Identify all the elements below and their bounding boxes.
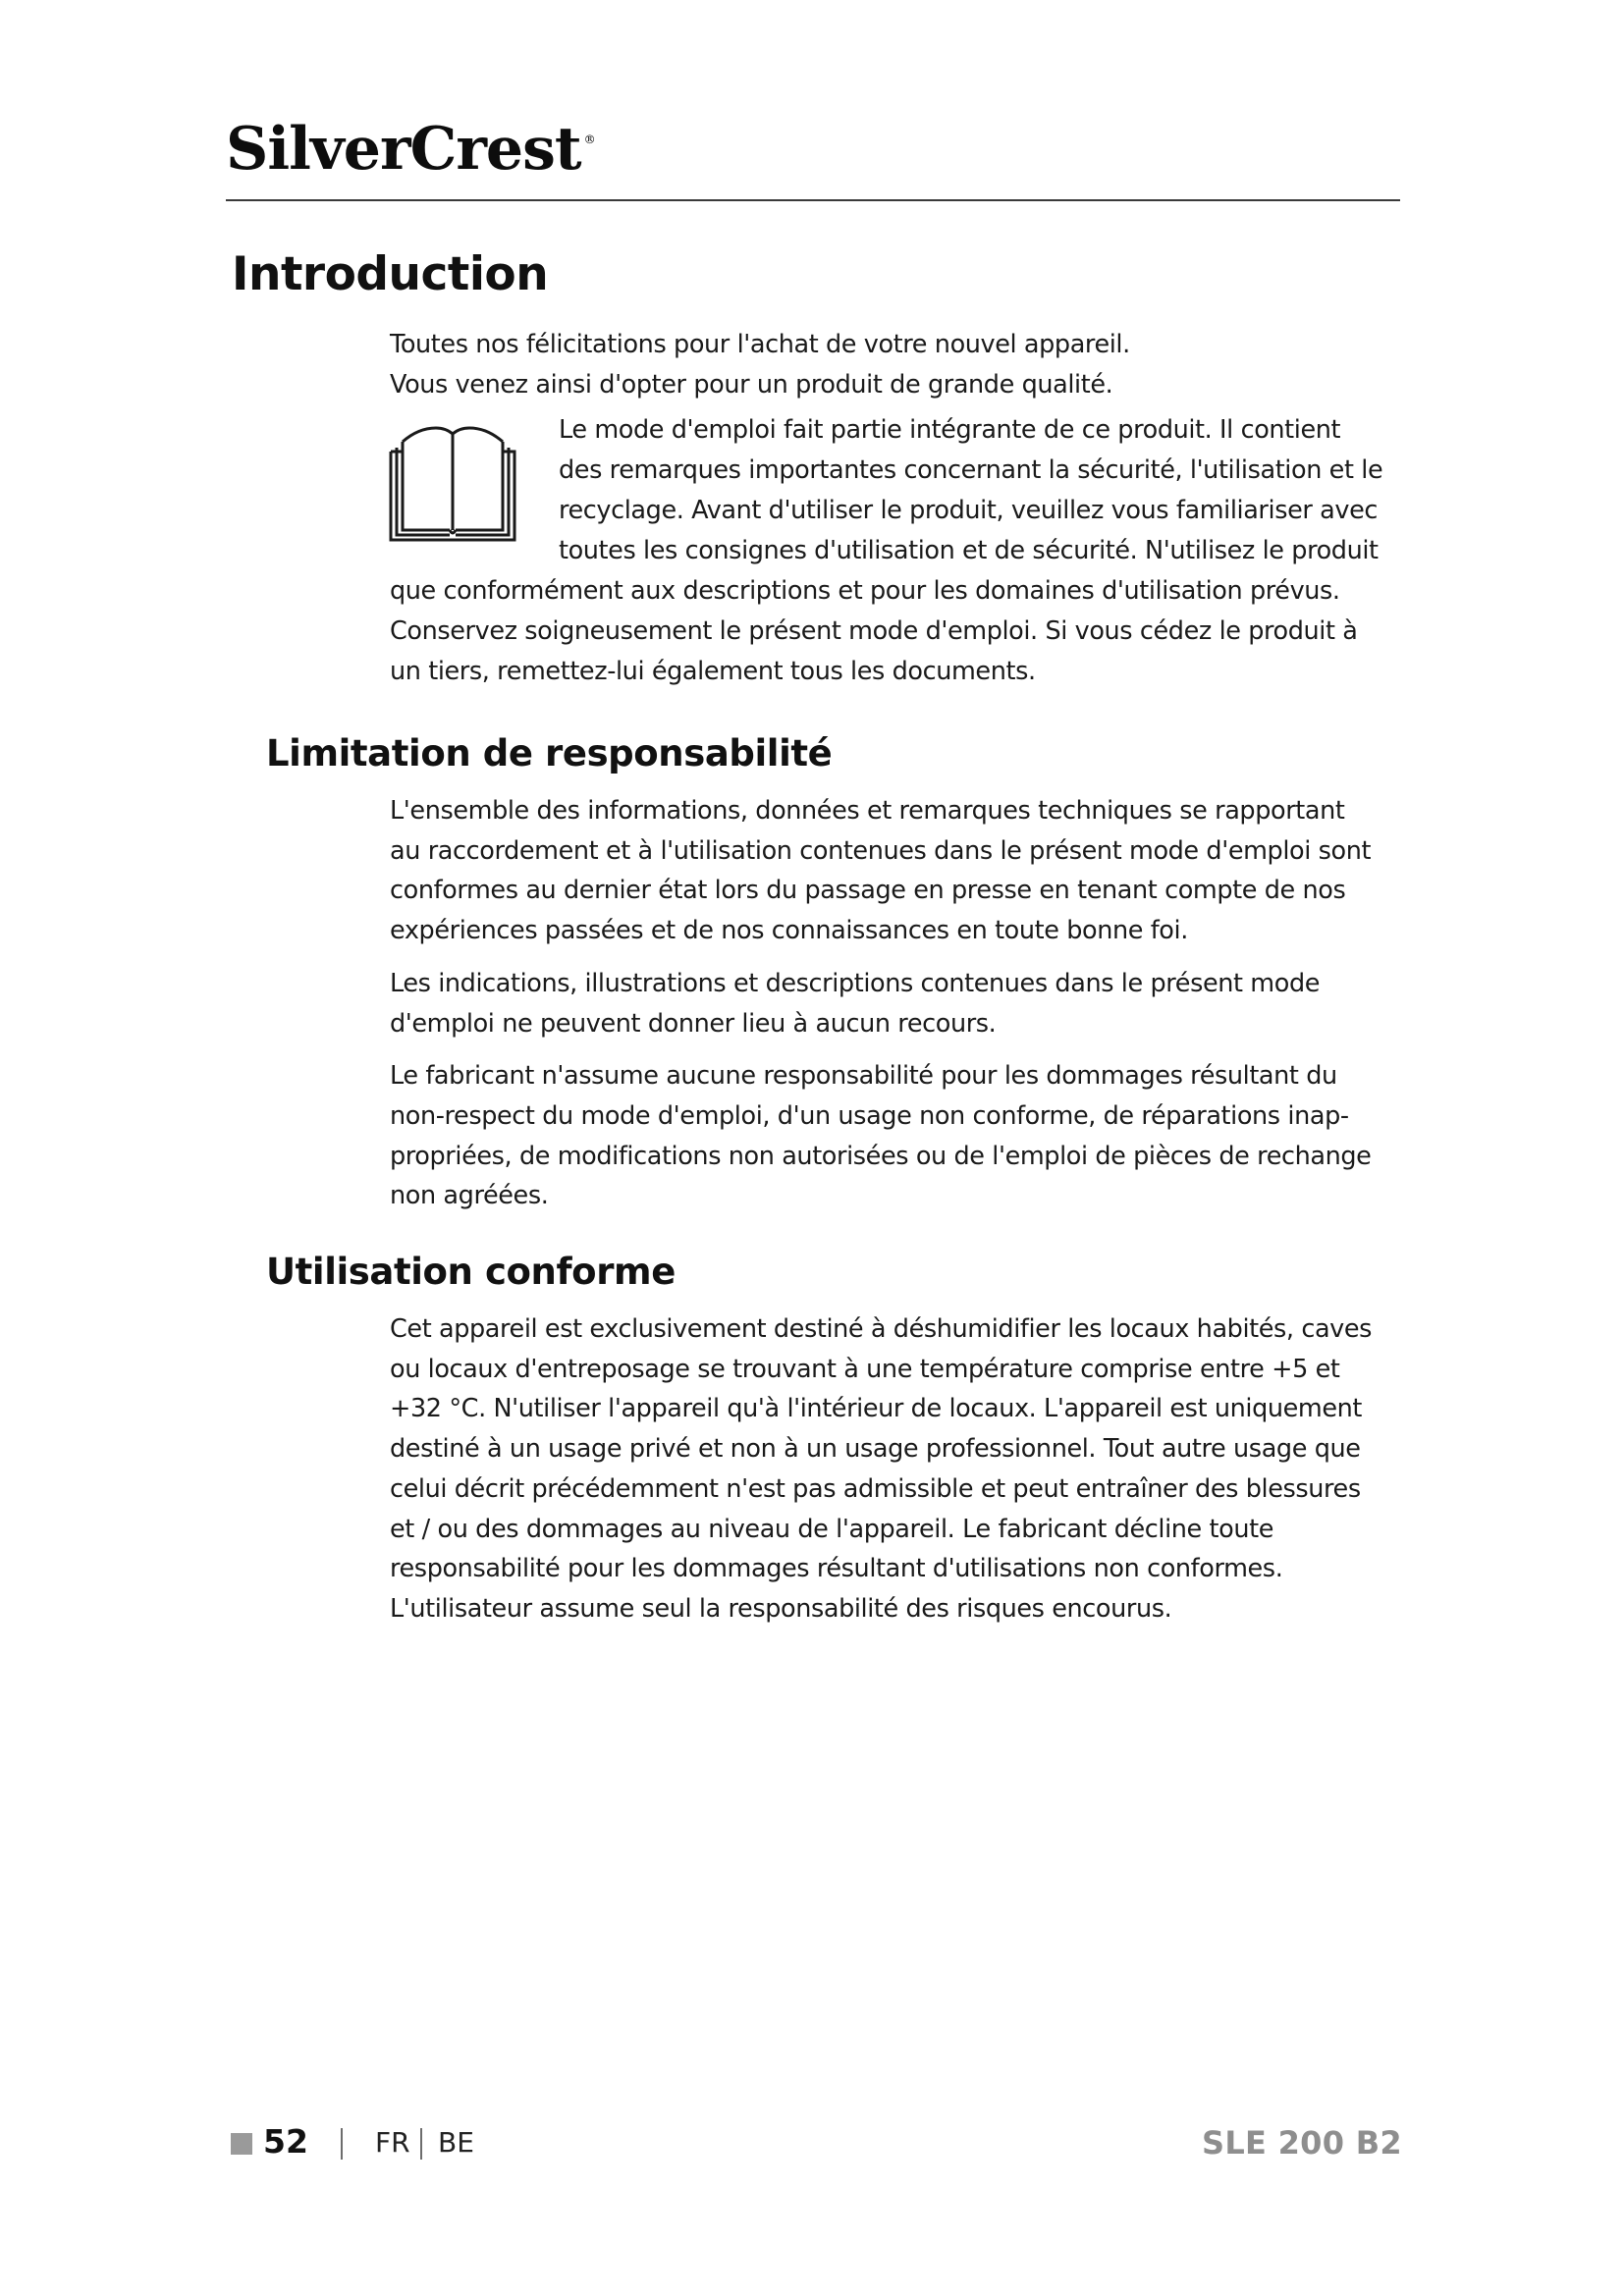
paragraph-line: au raccordement et à l'utilisation contenues dans le présent mode d'emploi sont (390, 835, 1372, 866)
footer-language: FR (375, 2126, 410, 2159)
paragraph-line: ou locaux d'entreposage se trouvant à une température comprise entre +5 et (390, 1354, 1340, 1384)
page-title: Introduction (232, 247, 549, 301)
footer-square-icon (231, 2133, 252, 2155)
liability-body (390, 791, 1411, 1229)
liability-heading: Limitation de responsabilité (266, 732, 833, 774)
paragraph-line: non agréées. (390, 1181, 549, 1211)
header-divider (226, 199, 1400, 201)
manual-note-line: Le mode d'emploi fait partie intégrante de ce produit. Il contient (559, 415, 1341, 446)
manual-note (390, 410, 1411, 571)
paragraph-line: Le fabricant n'assume aucune responsabilité pour les dommages résultant du (390, 1061, 1337, 1092)
manual-note-line: des remarques importantes concernant la sécurité, l'utilisation et le (559, 455, 1383, 486)
paragraph-line: responsabilité pour les dommages résultant d'utilisations non conformes. (390, 1554, 1283, 1584)
paragraph-line: +32 °C. N'utiliser l'appareil qu'à l'intérieur de locaux. L'appareil est uniquement (390, 1394, 1363, 1424)
manual-note-line: Conservez soigneusement le présent mode d'emploi. Si vous cédez le produit à (390, 616, 1358, 647)
intended-use-paragraph (390, 1309, 1411, 1629)
footer-language: BE (438, 2126, 474, 2159)
paragraph-line: expériences passées et de nos connaissances en toute bonne foi. (390, 916, 1188, 946)
intro-line: Vous venez ainsi d'opter pour un produit de grande qualité. (390, 369, 1113, 400)
paragraph-line: Cet appareil est exclusivement destiné à déshumidifier les locaux habités, caves (390, 1314, 1373, 1344)
open-book-icon (387, 420, 518, 544)
manual-note-text (559, 410, 1423, 570)
paragraph-line: propriées, de modifications non autorisées ou de l'emploi de pièces de rechange (390, 1141, 1372, 1171)
brand-logo (226, 115, 595, 184)
registered-mark: ® (583, 133, 595, 146)
paragraph-line: Les indications, illustrations et descriptions contenues dans le présent mode (390, 968, 1321, 998)
intended-use-heading: Utilisation conforme (266, 1251, 676, 1293)
manual-note-line: que conformément aux descriptions et pour les domaines d'utilisation prévus. (390, 576, 1340, 607)
paragraph-line: L'ensemble des informations, données et remarques techniques se rapportant (390, 796, 1345, 826)
paragraph-line: L'utilisateur assume seul la responsabilité des risques encourus. (390, 1593, 1172, 1624)
brand-logo-text: SilverCrest (226, 115, 581, 184)
liability-paragraph (390, 964, 1411, 1043)
paragraph-line: destiné à un usage privé et non à un usage professionnel. Tout autre usage que (390, 1434, 1361, 1465)
model-number: SLE 200 B2 (1201, 2124, 1402, 2162)
liability-paragraph (390, 791, 1411, 951)
footer-separator (420, 2128, 422, 2160)
manual-note-line: recyclage. Avant d'utiliser le produit, veuillez vous familiariser avec (559, 495, 1378, 525)
intro-greeting (390, 325, 1411, 404)
paragraph-line: d'emploi ne peuvent donner lieu à aucun recours. (390, 1008, 997, 1039)
manual-note-continued (390, 571, 1411, 691)
page-footer (0, 2120, 1624, 2169)
paragraph-line: non-respect du mode d'emploi, d'un usage non conforme, de réparations inap- (390, 1100, 1349, 1131)
footer-separator (341, 2128, 343, 2160)
paragraph-line: conformes au dernier état lors du passage en presse en tenant compte de nos (390, 876, 1346, 906)
manual-note-line: toutes les consignes d'utilisation et de sécurité. N'utilisez le produit (559, 535, 1379, 565)
page-number: 52 (263, 2122, 308, 2161)
intro-section (390, 325, 1411, 692)
manual-note-line: un tiers, remettez-lui également tous les documents. (390, 656, 1036, 686)
intended-use-body (390, 1309, 1411, 1642)
liability-paragraph (390, 1056, 1411, 1216)
intro-line: Toutes nos félicitations pour l'achat de votre nouvel appareil. (390, 330, 1130, 359)
paragraph-line: celui décrit précédemment n'est pas admissible et peut entraîner des blessures (390, 1473, 1361, 1504)
paragraph-line: et / ou des dommages au niveau de l'appareil. Le fabricant décline toute (390, 1514, 1273, 1544)
